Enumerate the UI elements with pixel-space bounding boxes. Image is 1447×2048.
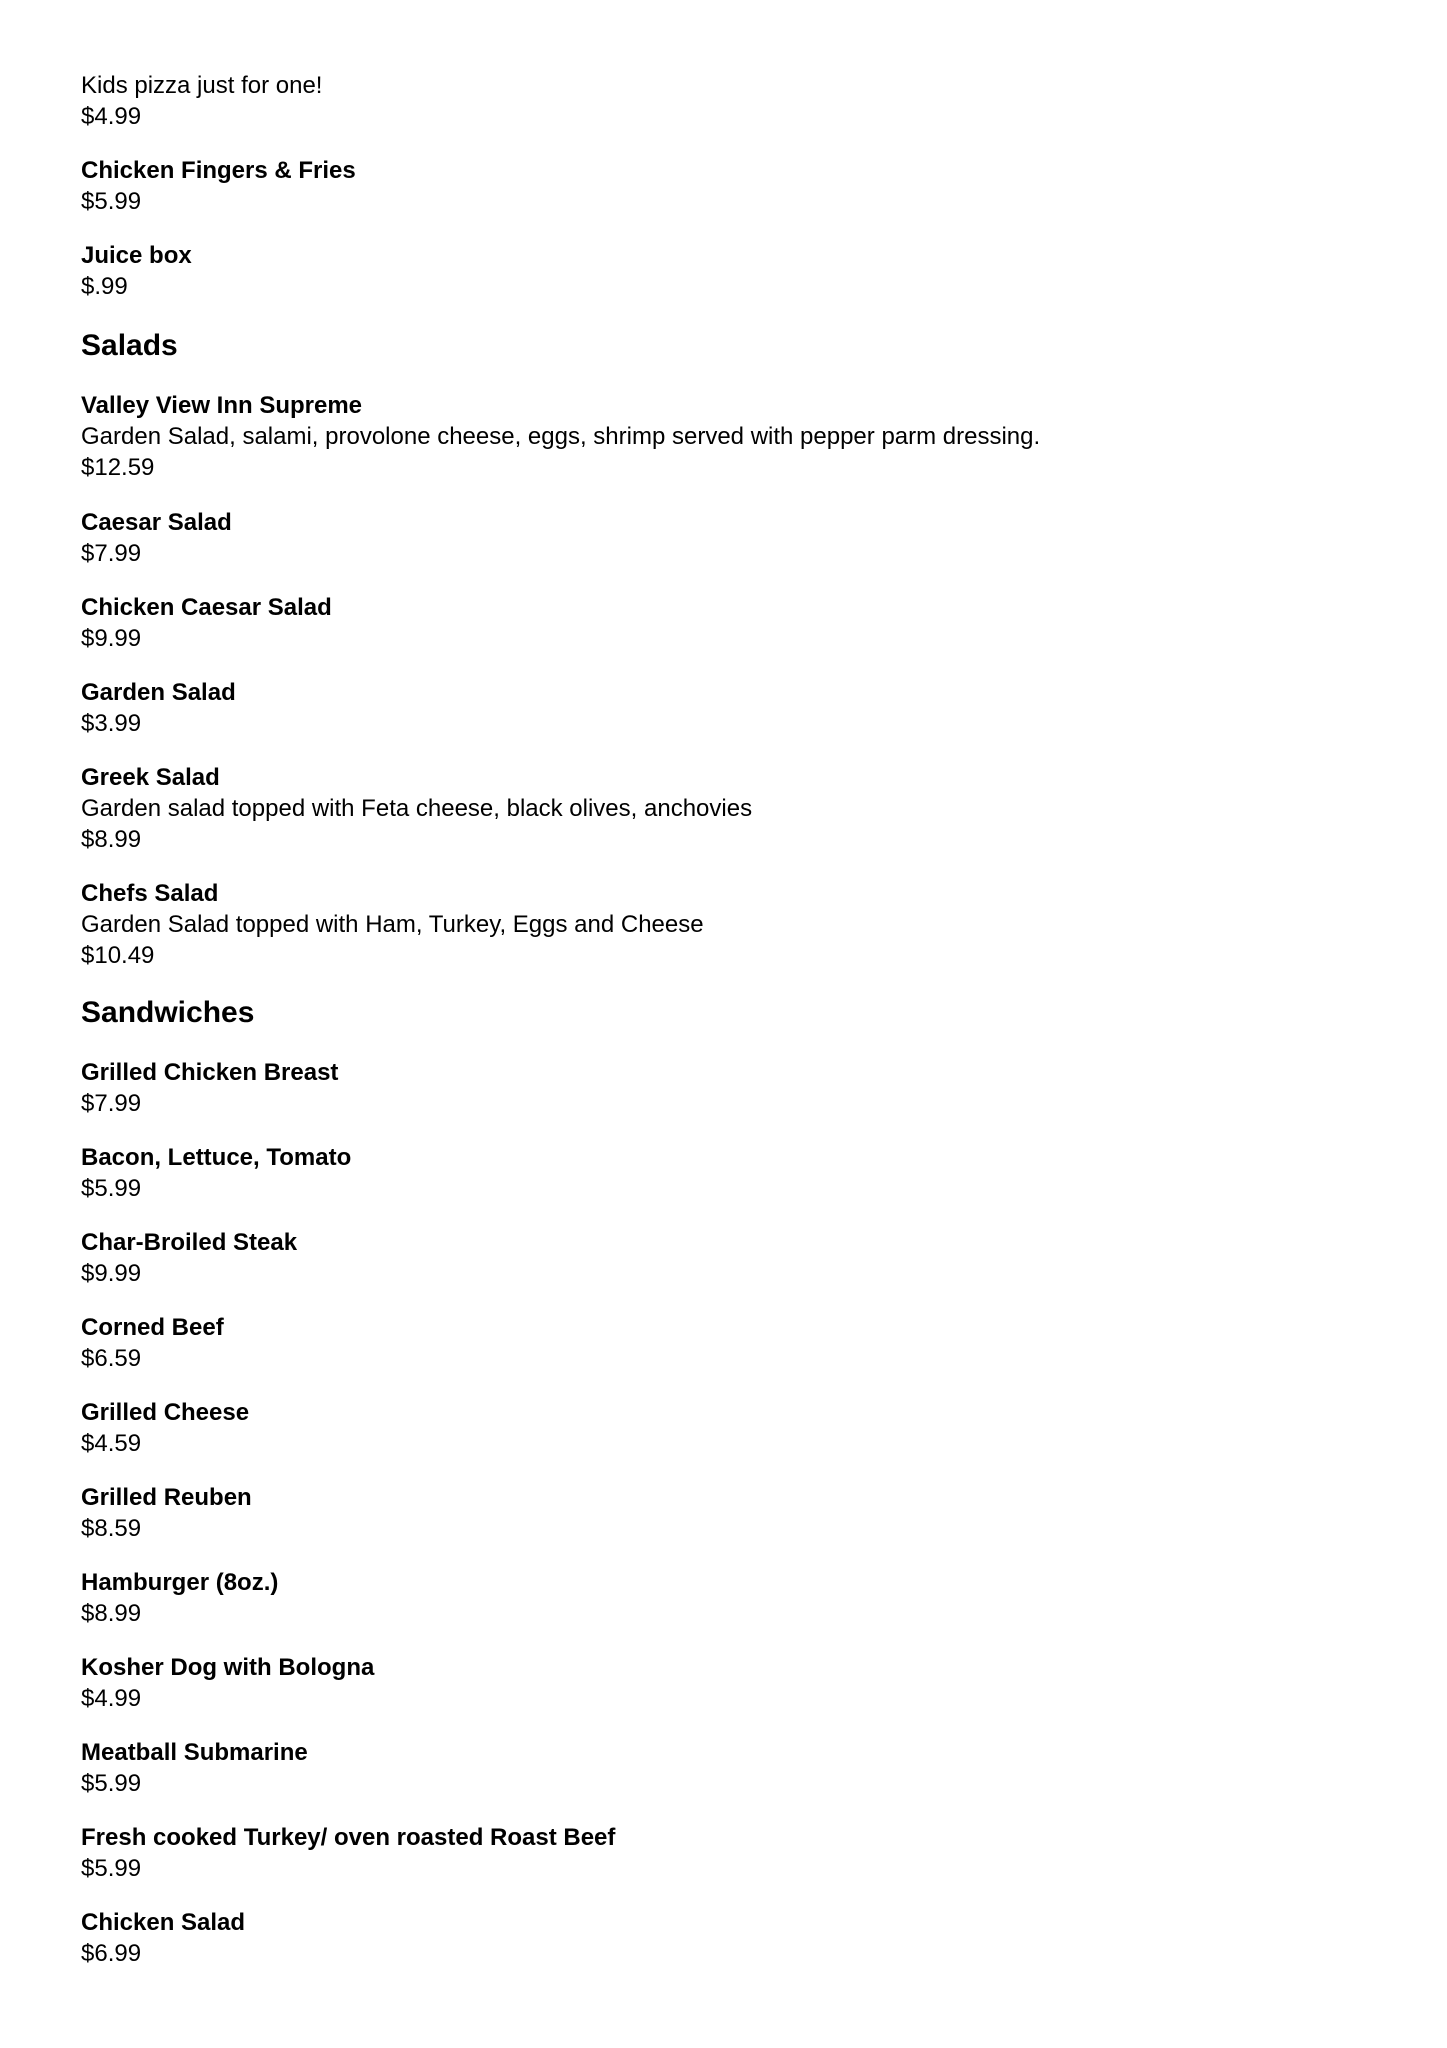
item-price: $.99 — [81, 273, 128, 300]
menu-item-chicken-fingers — [81, 155, 356, 217]
item-price: $5.99 — [81, 188, 142, 215]
menu-item-turkey-roast-beef — [81, 1822, 615, 1884]
section-heading-salads: Salads — [81, 329, 178, 362]
item-name: Garden Salad — [81, 679, 236, 706]
item-name: Greek Salad — [81, 764, 220, 791]
menu-item-chicken-caesar-salad — [81, 592, 332, 654]
item-price: $9.99 — [81, 1260, 142, 1287]
item-price: $5.99 — [81, 1855, 142, 1882]
item-price: $4.99 — [81, 1685, 142, 1712]
item-name: Chefs Salad — [81, 880, 219, 907]
menu-item-chicken-salad — [81, 1907, 245, 1969]
item-name: Juice box — [81, 242, 192, 269]
menu-item-hamburger — [81, 1567, 278, 1629]
item-name: Grilled Reuben — [81, 1484, 252, 1511]
item-name: Chicken Fingers & Fries — [81, 157, 356, 184]
menu-item-caesar-salad — [81, 507, 232, 569]
item-price: $6.59 — [81, 1345, 142, 1372]
item-price: $8.59 — [81, 1515, 142, 1542]
item-name: Valley View Inn Supreme — [81, 392, 363, 419]
menu-item-meatball-submarine — [81, 1737, 308, 1799]
item-name: Fresh cooked Turkey/ oven roasted Roast Beef — [81, 1824, 616, 1851]
item-price: $6.99 — [81, 1940, 142, 1967]
item-description: Garden Salad topped with Ham, Turkey, Eggs and Cheese — [81, 911, 704, 938]
item-description: Garden salad topped with Feta cheese, black olives, anchovies — [81, 795, 753, 822]
menu-item-kids-pizza — [81, 70, 322, 132]
section-heading-sandwiches: Sandwiches — [81, 996, 255, 1029]
menu-item-greek-salad — [81, 762, 752, 855]
menu-item-juice-box — [81, 240, 192, 302]
item-price: $5.99 — [81, 1770, 142, 1797]
item-name: Char-Broiled Steak — [81, 1229, 298, 1256]
item-description: Kids pizza just for one! — [81, 72, 323, 99]
item-description: Garden Salad, salami, provolone cheese, eggs, shrimp served with pepper parm dressing. — [81, 423, 1041, 450]
item-price: $8.99 — [81, 1600, 142, 1627]
menu-item-grilled-chicken-breast — [81, 1057, 338, 1119]
item-price: $7.99 — [81, 1090, 142, 1117]
item-name: Caesar Salad — [81, 509, 232, 536]
item-name: Kosher Dog with Bologna — [81, 1654, 375, 1681]
item-price: $5.99 — [81, 1175, 142, 1202]
item-price: $4.99 — [81, 103, 142, 130]
item-price: $8.99 — [81, 826, 142, 853]
item-name: Chicken Caesar Salad — [81, 594, 332, 621]
item-name: Corned Beef — [81, 1314, 224, 1341]
menu-item-garden-salad — [81, 677, 236, 739]
menu-item-kosher-dog — [81, 1652, 374, 1714]
menu-item-blt — [81, 1142, 351, 1204]
menu-item-valley-view-supreme — [81, 390, 1040, 483]
menu-item-grilled-cheese — [81, 1397, 249, 1459]
item-name: Bacon, Lettuce, Tomato — [81, 1144, 352, 1171]
item-price: $4.59 — [81, 1430, 142, 1457]
item-name: Grilled Cheese — [81, 1399, 250, 1426]
item-name: Hamburger (8oz.) — [81, 1569, 279, 1596]
item-price: $7.99 — [81, 540, 142, 567]
item-price: $10.49 — [81, 942, 155, 969]
menu-item-grilled-reuben — [81, 1482, 252, 1544]
menu-item-corned-beef — [81, 1312, 224, 1374]
menu-item-char-broiled-steak — [81, 1227, 297, 1289]
item-price: $9.99 — [81, 625, 142, 652]
item-name: Grilled Chicken Breast — [81, 1059, 339, 1086]
item-name: Meatball Submarine — [81, 1739, 308, 1766]
menu-item-chefs-salad — [81, 878, 704, 971]
item-price: $3.99 — [81, 710, 142, 737]
item-price: $12.59 — [81, 454, 155, 481]
item-name: Chicken Salad — [81, 1909, 246, 1936]
